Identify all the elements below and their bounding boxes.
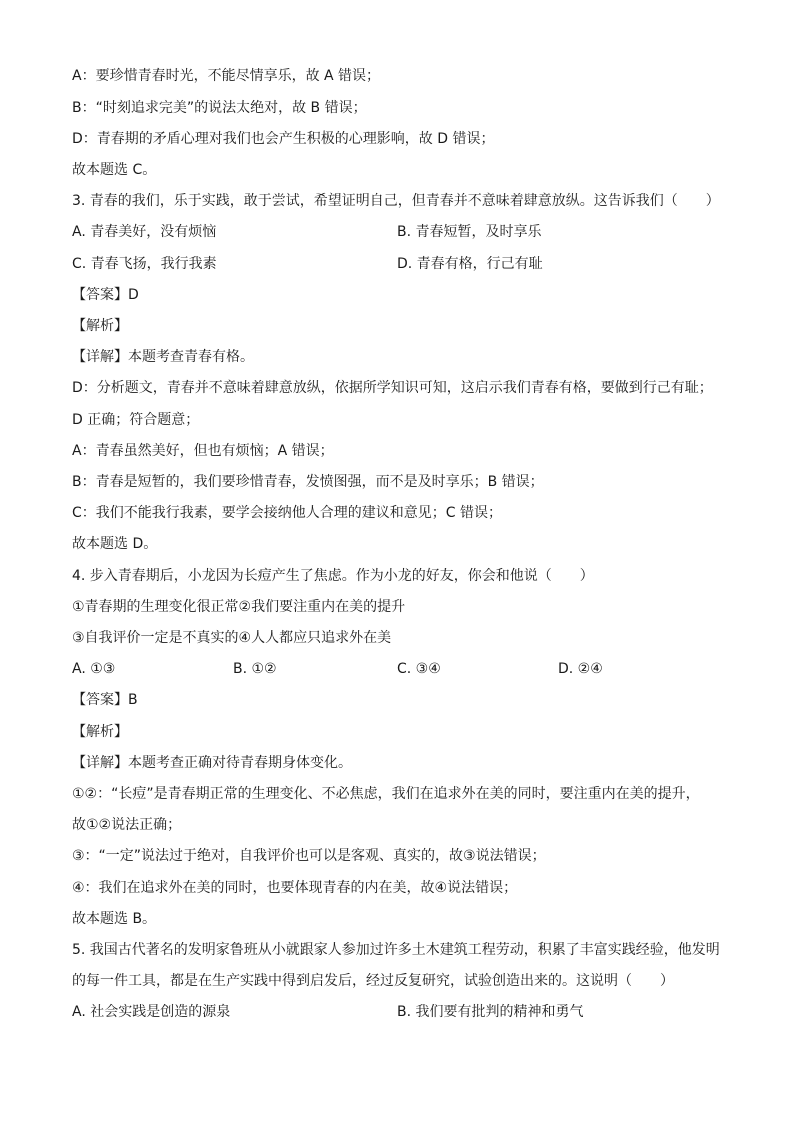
question-3-stem: 3. 青春的我们，乐于实践，敢于尝试，希望证明自己，但青春并不意味着肆意放纵。这告诉我们（ ） bbox=[72, 193, 720, 209]
q4-items-line: ③自我评价一定是不真实的④人人都应只追求外在美 bbox=[72, 630, 392, 646]
explain-line-b: B：“时刻追求完美”的说法太绝对，故 B 错误； bbox=[72, 100, 367, 116]
q5-option-b: B. 我们要有批判的精神和勇气 bbox=[397, 1004, 584, 1020]
q4-analysis-heading: 【解析】 bbox=[72, 724, 128, 740]
q4-conclusion: 故本题选 B。 bbox=[72, 911, 157, 927]
q3-option-c: C. 青春飞扬，我行我素 bbox=[72, 256, 217, 272]
q4-explain-line: ③：“一定”说法过于绝对，自我评价也可以是客观、真实的，故③说法错误； bbox=[72, 848, 546, 864]
q5-option-a: A. 社会实践是创造的源泉 bbox=[72, 1004, 231, 1020]
q4-items-line: ①青春期的生理变化很正常②我们要注重内在美的提升 bbox=[72, 599, 406, 615]
q3-explain-line: D 正确；符合题意； bbox=[72, 412, 200, 428]
q3-conclusion: 故本题选 D。 bbox=[72, 536, 158, 552]
q3-explain-line: D：分析题文，青春并不意味着肆意放纵，依据所学知识可知，这启示我们青春有格，要做到行己有耻； bbox=[72, 380, 713, 396]
q4-option-b: B. ①② bbox=[233, 661, 277, 677]
q4-explain-line: ④：我们在追求外在美的同时，也要体现青春的内在美，故④说法错误； bbox=[72, 880, 518, 896]
question-4-stem: 4. 步入青春期后，小龙因为长痘产生了焦虑。作为小龙的好友，你会和他说（ ） bbox=[72, 568, 594, 584]
question-5-stem-continued: 的每一件工具，都是在生产实践中得到启发后，经过反复研究，试验创造出来的。这说明（ ） bbox=[72, 973, 674, 989]
q3-detail-heading: 【详解】本题考查青春有格。 bbox=[72, 349, 254, 365]
explain-line-d: D：青春期的矛盾心理对我们也会产生积极的心理影响，故 D 错误； bbox=[72, 131, 495, 147]
q3-option-d: D. 青春有格，行己有耻 bbox=[397, 256, 543, 272]
q4-option-a: A. ①③ bbox=[72, 661, 116, 677]
explain-line-a: A：要珍惜青春时光，不能尽情享乐，故 A 错误； bbox=[72, 68, 381, 84]
q4-explain-line: 故①②说法正确； bbox=[72, 817, 182, 833]
conclusion-line: 故本题选 C。 bbox=[72, 162, 157, 178]
q4-explain-line: ①②：“长痘”是青春期正常的生理变化、不必焦虑，我们在追求外在美的同时，要注重内在美的提升， bbox=[72, 786, 700, 802]
q4-option-d: D. ②④ bbox=[558, 661, 603, 677]
q4-detail-heading: 【详解】本题考查正确对待青春期身体变化。 bbox=[72, 755, 352, 771]
q3-analysis-heading: 【解析】 bbox=[72, 318, 128, 334]
q3-explain-line: C：我们不能我行我素，要学会接纳他人合理的建议和意见；C 错误； bbox=[72, 505, 502, 521]
q3-explain-line: A：青春虽然美好，但也有烦恼；A 错误； bbox=[72, 443, 334, 459]
question-5-stem: 5. 我国古代著名的发明家鲁班从小就跟家人参加过许多土木建筑工程劳动，积累了丰富实践经验，他发明 bbox=[72, 942, 720, 958]
q3-answer: 【答案】D bbox=[72, 287, 139, 303]
q4-option-c: C. ③④ bbox=[397, 661, 441, 677]
q3-explain-line: B：青春是短暂的，我们要珍惜青春，发愤图强，而不是及时享乐；B 错误； bbox=[72, 474, 544, 490]
q3-option-a: A. 青春美好，没有烦恼 bbox=[72, 224, 217, 240]
q4-answer: 【答案】B bbox=[72, 692, 138, 708]
q3-option-b: B. 青春短暂，及时享乐 bbox=[397, 224, 542, 240]
